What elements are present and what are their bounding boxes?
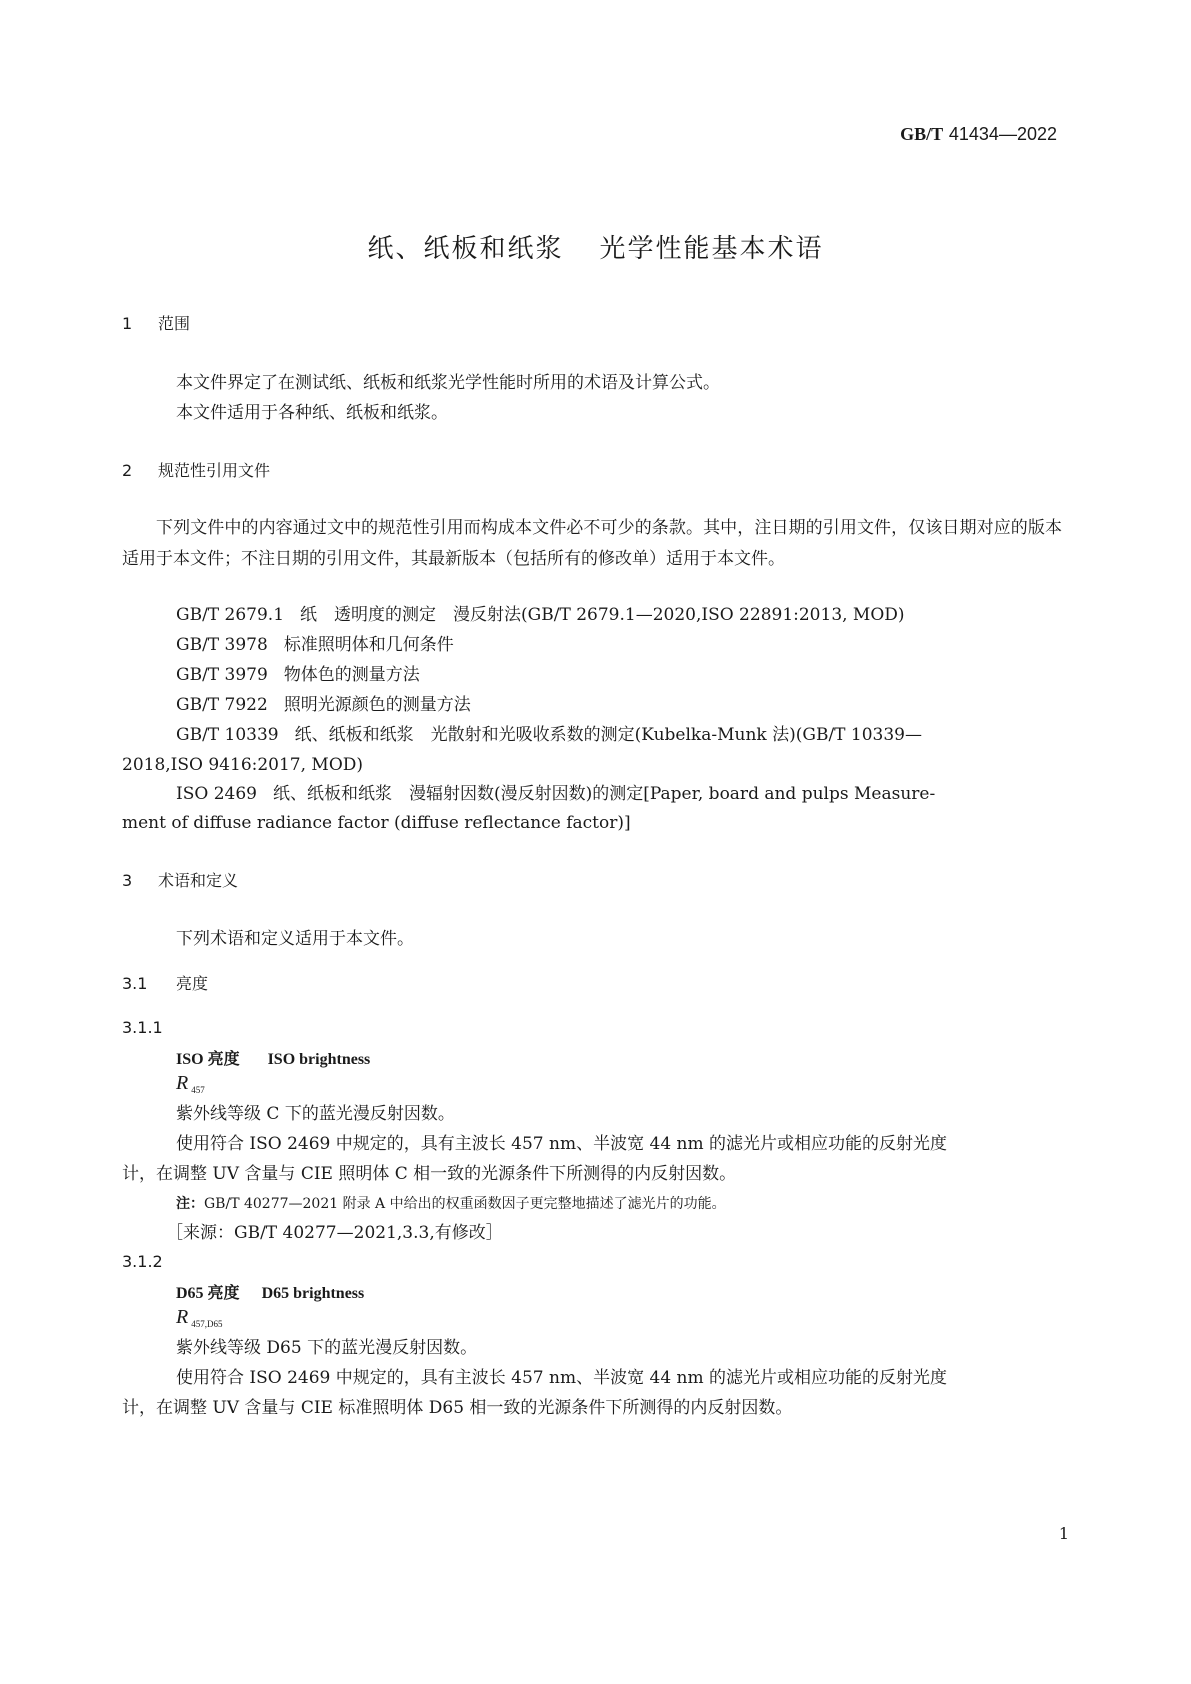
terms-intro: 下列术语和定义适用于本文件。 <box>176 929 414 949</box>
term-name-cn: D65 亮度 <box>176 1285 240 1302</box>
title-part-1: 纸、纸板和纸浆 <box>367 234 564 264</box>
reference-item <box>176 779 935 810</box>
term-source: ［来源：GB/T 40277—2021,3.3,有修改］ <box>166 1223 503 1243</box>
subsection-number: 3.1 <box>122 974 148 993</box>
reference-continuation: 2018,ISO 9416:2017, MOD) <box>122 755 364 775</box>
note-label: 注： <box>176 1196 204 1212</box>
reference-code: ISO 2469 <box>176 784 257 804</box>
subsection-3-1-heading <box>122 971 208 994</box>
term-definition: 紫外线等级 D65 下的蓝光漫反射因数。 <box>176 1338 478 1358</box>
reference-title: 物体色的测量方法 <box>283 665 420 685</box>
reference-item <box>176 690 471 721</box>
reference-item <box>176 630 454 661</box>
section-number: 3 <box>122 871 133 890</box>
term-definition: 紫外线等级 C 下的蓝光漫反射因数。 <box>176 1104 455 1124</box>
section-title: 术语和定义 <box>158 871 239 890</box>
paragraph: 本文件界定了在测试纸、纸板和纸浆光学性能时所用的术语及计算公式。 <box>176 373 720 393</box>
term-symbol: R $_{457,D65}$ <box>176 1306 223 1329</box>
term-note <box>176 1193 726 1213</box>
paragraph: 本文件适用于各种纸、纸板和纸浆。 <box>176 403 448 423</box>
reference-code: GB/T 2679.1 <box>176 605 285 625</box>
reference-title: 纸、纸板和纸浆 光散射和光吸收系数的测定(Kubelka-Munk 法)(GB/T 10339— <box>294 725 922 745</box>
term-number: 3.1.1 <box>122 1018 163 1037</box>
standard-prefix: GB/T <box>900 124 944 144</box>
note-text: GB/T 40277—2021 附录 A 中给出的权重函数因子更完整地描述了滤光片的功能。 <box>204 1196 726 1212</box>
term-name-en: D65 brightness <box>261 1285 365 1302</box>
term-number: 3.1.2 <box>122 1252 163 1271</box>
document-title <box>0 228 1191 265</box>
reference-code: GB/T 3979 <box>176 665 268 685</box>
term-name <box>176 1046 370 1069</box>
reference-code: GB/T 3978 <box>176 635 268 655</box>
section-title: 规范性引用文件 <box>158 461 271 480</box>
section-1-heading <box>122 311 190 334</box>
term-description-cont: 计，在调整 UV 含量与 CIE 照明体 C 相一致的光源条件下所测得的内反射因数。 <box>122 1164 737 1184</box>
term-description: 使用符合 ISO 2469 中规定的，具有主波长 457 nm、半波宽 44 nm 的滤光片或相应功能的反射光度 <box>176 1368 948 1388</box>
section-3-heading <box>122 868 238 891</box>
reference-title: 照明光源颜色的测量方法 <box>283 695 471 715</box>
reference-item <box>176 600 905 631</box>
section-2-heading <box>122 458 270 481</box>
term-description-cont: 计，在调整 UV 含量与 CIE 标准照明体 D65 相一致的光源条件下所测得的内反射因数。 <box>122 1398 793 1418</box>
section-title: 范围 <box>158 314 191 333</box>
reference-title: 标准照明体和几何条件 <box>283 635 454 655</box>
reference-item <box>176 660 420 691</box>
reference-title: 纸 透明度的测定 漫反射法(GB/T 2679.1—2020,ISO 22891:2013, MOD) <box>300 605 905 625</box>
title-part-2: 光学性能基本术语 <box>599 234 824 264</box>
reference-continuation: ment of diffuse radiance factor (diffuse reflectance factor)] <box>122 813 631 833</box>
reference-code: GB/T 10339 <box>176 725 279 745</box>
standard-code <box>900 124 1057 145</box>
term-name-en: ISO brightness <box>267 1051 371 1068</box>
term-description: 使用符合 ISO 2469 中规定的，具有主波长 457 nm、半波宽 44 nm 的滤光片或相应功能的反射光度 <box>176 1134 948 1154</box>
page-number: 1 <box>1058 1524 1069 1543</box>
reference-item <box>176 720 922 751</box>
term-symbol: R $_{457}$ <box>176 1072 205 1095</box>
standard-number: 41434—2022 <box>948 124 1057 144</box>
symbol-subscript: 457 <box>191 1085 205 1095</box>
reference-code: GB/T 7922 <box>176 695 268 715</box>
section-number: 1 <box>122 314 133 333</box>
reference-title: 纸、纸板和纸浆 漫辐射因数(漫反射因数)的测定[Paper, board and pulps Measure- <box>272 784 936 804</box>
term-name-cn: ISO 亮度 <box>176 1051 240 1068</box>
symbol-subscript: 457,D65 <box>191 1319 223 1329</box>
references-intro: 下列文件中的内容通过文中的规范性引用而构成本文件必不可少的条款。其中，注日期的引用文件，仅该日期对应的版本适用于本文件；不注日期的引用文件，其最新版本（包括所有的修改单）适用于本文件。 <box>122 518 1062 569</box>
section-number: 2 <box>122 461 133 480</box>
term-name <box>176 1280 364 1303</box>
subsection-title: 亮度 <box>176 974 209 993</box>
